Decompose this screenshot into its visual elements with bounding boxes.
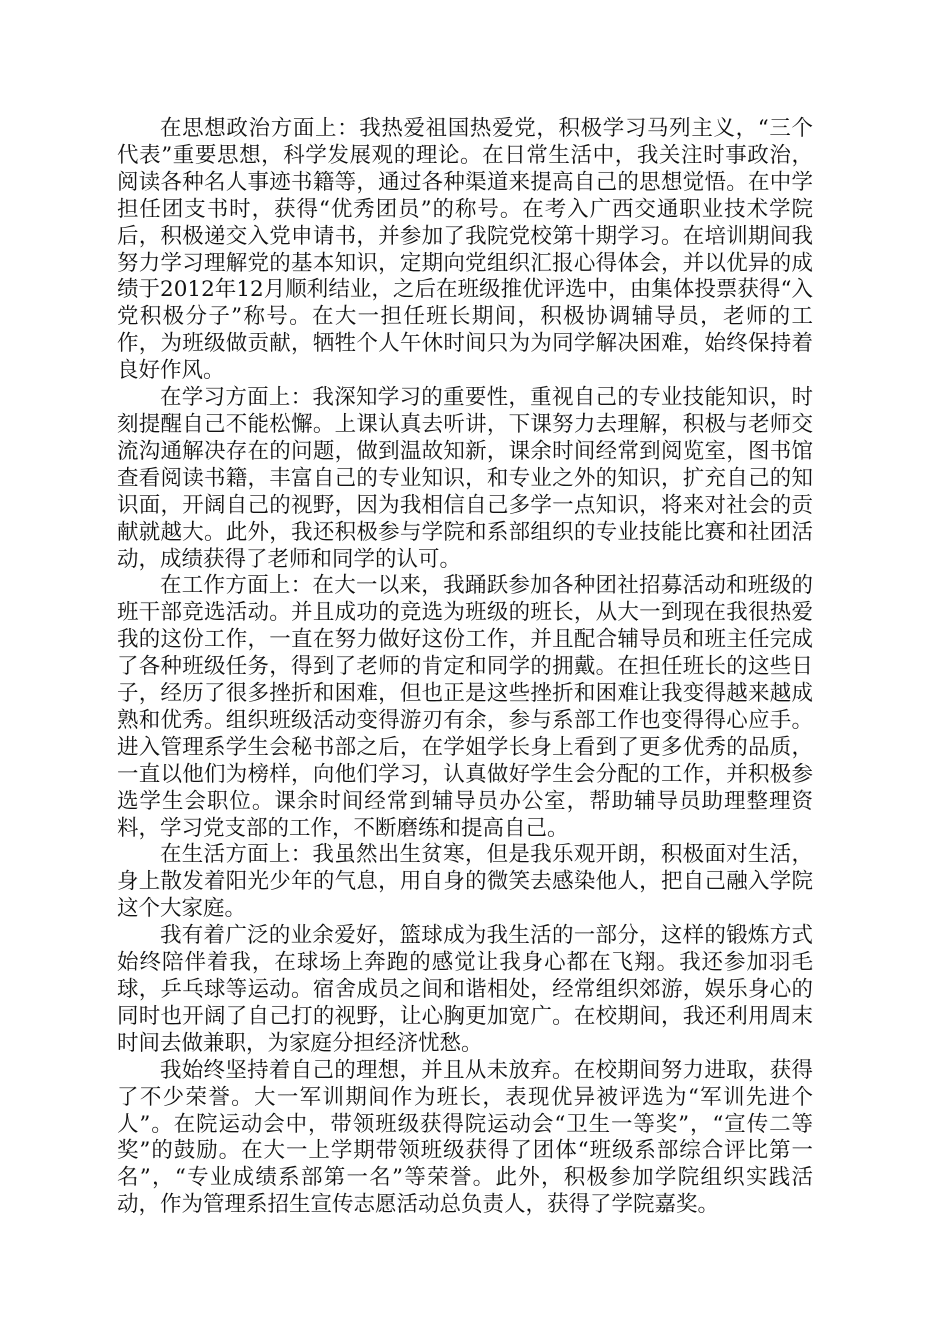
paragraph-work: 在工作方面上：在大一以来，我踊跃参加各种团社招募活动和班级的班干部竞选活动。并且成功的竞选为班级的班长，从大一到现在我很热爱我的这份工作，一直在努力做好这份工作，并且配合辅导员和班主任完成了各种班级任务，得到了老师的肯定和同学的拥戴。在担任班长的这些日子，经历了很多挫折和困难，但也正是这些挫折和困难让我变得越来越成熟和优秀。组织班级活动变得游刃有余，参与系部工作也变得得心应手。进入管理系学生会秘书部之后，在学姐学长身上看到了更多优秀的品质，一直以他们为榜样，向他们学习，认真做好学生会分配的工作，并积极参选学生会职位。课余时间经常到辅导员办公室，帮助辅导员助理整理资料，学习党支部的工作，不断磨练和提高自己。	[117, 573, 813, 841]
paragraph-political: 在思想政治方面上：我热爱祖国热爱党，积极学习马列主义，“三个代表”重要思想，科学发展观的理论。在日常生活中，我关注时事政治，阅读各种名人事迹书籍等，通过各种渠道来提高自己的思想觉悟。在中学担任团支书时，获得“优秀团员”的称号。在考入广西交通职业技术学院后，积极递交入党申请书，并参加了我院党校第十期学习。在培训期间我努力学习理解党的基本知识，定期向党组织汇报心得体会，并以优异的成绩于2012年12月顺利结业，之后在班级推优评选中，由集体投票获得“入党积极分子”称号。在大一担任班长期间，积极协调辅导员，老师的工作，为班级做贡献，牺牲个人午休时间只为为同学解决困难，始终保持着良好作风。	[117, 116, 813, 384]
paragraph-life: 在生活方面上：我虽然出生贫寒，但是我乐观开朗，积极面对生活，身上散发着阳光少年的气息，用自身的微笑去感染他人，把自己融入学院这个大家庭。	[117, 842, 813, 922]
document-body	[117, 116, 813, 1219]
paragraph-study: 在学习方面上：我深知学习的重要性，重视自己的专业技能知识，时刻提醒自己不能松懈。上课认真去听讲，下课努力去理解，积极与老师交流沟通解决存在的问题，做到温故知新，课余时间经常到阅览室，图书馆查看阅读书籍，丰富自己的专业知识，和专业之外的知识，扩充自己的知识面，开阔自己的视野，因为我相信自己多学一点知识，将来对社会的贡献就越大。此外，我还积极参与学院和系部组织的专业技能比赛和社团活动，成绩获得了老师和同学的认可。	[117, 385, 813, 572]
paragraph-honors: 我始终坚持着自己的理想，并且从未放弃。在校期间努力进取，获得了不少荣誉。大一军训期间作为班长，表现优异被评选为“军训先进个人”。在院运动会中，带领班级获得院运动会“卫生一等奖”，“宣传二等奖”的鼓励。在大一上学期带领班级获得了团体“班级系部综合评比第一 名”，“专业成绩系部第一名”等荣誉。此外，积极参加学院组织实践活动，作为管理系招生宣传志愿活动总负责人，获得了学院嘉奖。	[117, 1057, 813, 1218]
paragraph-hobbies: 我有着广泛的业余爱好，篮球成为我生活的一部分，这样的锻炼方式始终陪伴着我，在球场上奔跑的感觉让我身心都在飞翔。我还参加羽毛球，乒乓球等运动。宿舍成员之间和谐相处，经常组织郊游，娱乐身心的同时也开阔了自己打的视野，让心胸更加宽广。在校期间，我还利用周末时间去做兼职，为家庭分担经济忧愁。	[117, 923, 813, 1056]
